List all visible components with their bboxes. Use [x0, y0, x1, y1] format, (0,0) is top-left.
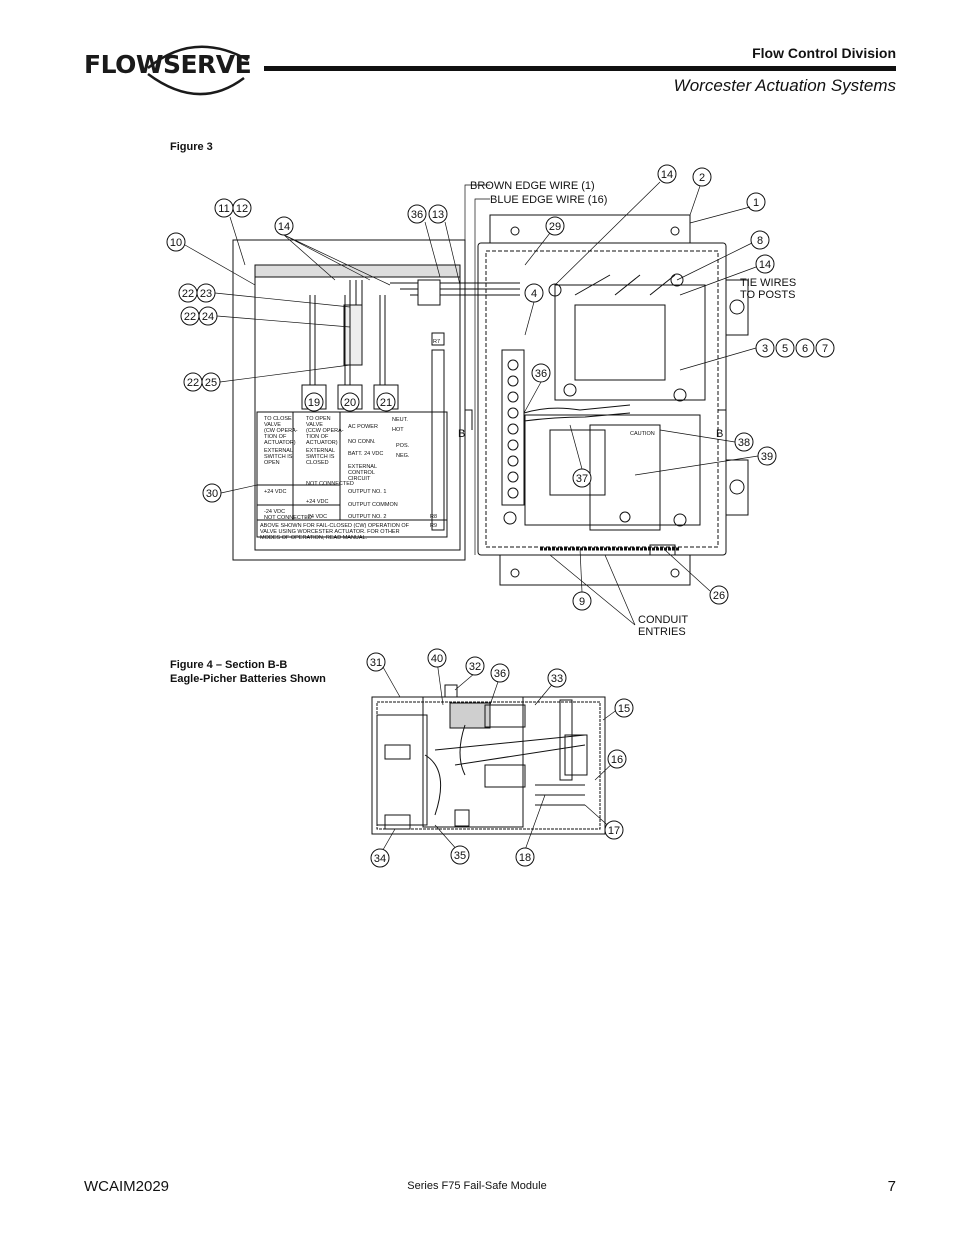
svg-text:AC POWER: AC POWER	[348, 424, 378, 430]
callout-39	[758, 447, 776, 465]
page-number: 7	[887, 1178, 896, 1195]
callout-9	[573, 592, 591, 610]
callout-14a	[275, 217, 293, 235]
svg-text:ABOVE SHOWN FOR FAIL-CLOSED (C: ABOVE SHOWN FOR FAIL-CLOSED (CW) OPERATION OF	[260, 523, 410, 529]
svg-text:12: 12	[235, 203, 249, 215]
svg-text:38: 38	[737, 437, 751, 449]
svg-text:CIRCUIT: CIRCUIT	[348, 476, 371, 482]
callout-20	[341, 393, 359, 411]
callout-7	[816, 339, 834, 357]
division-title: Flow Control Division	[752, 45, 896, 61]
svg-text:5: 5	[781, 343, 789, 355]
figure3-callouts	[167, 165, 834, 610]
callout-21	[377, 393, 395, 411]
callout-10	[167, 233, 185, 251]
svg-text:22: 22	[183, 311, 197, 323]
callout-33	[548, 669, 566, 687]
callout-19	[305, 393, 323, 411]
callout-6	[796, 339, 814, 357]
callout-2	[693, 168, 711, 186]
svg-text:NOT CONNECTED: NOT CONNECTED	[264, 515, 312, 521]
svg-text:34: 34	[373, 853, 387, 865]
svg-text:OUTPUT NO. 1: OUTPUT NO. 1	[348, 489, 387, 495]
svg-text:+24 VDC: +24 VDC	[264, 489, 287, 495]
logo-swoosh-icon	[144, 38, 254, 98]
figure4-caption-line2: Eagle-Picher Batteries Shown	[170, 673, 326, 685]
section-b-right: B	[716, 428, 724, 440]
conduit-label-1: CONDUIT	[638, 614, 689, 626]
svg-text:36: 36	[493, 668, 507, 680]
series-name: Series F75 Fail-Safe Module	[407, 1180, 547, 1192]
svg-text:37: 37	[575, 473, 589, 485]
svg-text:25: 25	[204, 377, 218, 389]
callout-24	[199, 307, 217, 325]
svg-text:20: 20	[343, 397, 357, 409]
callout-22a	[179, 284, 197, 302]
callout-15	[615, 699, 633, 717]
brown-edge-wire-label: BROWN EDGE WIRE (1)	[470, 180, 595, 192]
figure3-wiring-diagram	[160, 155, 860, 645]
flowserve-logo	[84, 50, 251, 79]
svg-text:EXTERNAL: EXTERNAL	[264, 448, 294, 454]
svg-text:HOT: HOT	[392, 427, 404, 433]
svg-text:OUTPUT COMMON: OUTPUT COMMON	[348, 502, 398, 508]
conduit-label-2: ENTRIES	[638, 626, 686, 638]
svg-text:22: 22	[186, 377, 200, 389]
svg-text:17: 17	[607, 825, 621, 837]
svg-text:-24 VDC: -24 VDC	[264, 509, 286, 515]
svg-text:14: 14	[758, 259, 772, 271]
svg-text:POS.: POS.	[396, 443, 410, 449]
callout-22c	[184, 373, 202, 391]
svg-text:39: 39	[760, 451, 774, 463]
figure3-caption: Figure 3	[170, 141, 213, 153]
svg-text:8: 8	[756, 235, 764, 247]
svg-text:BATT. 24 VDC: BATT. 24 VDC	[348, 451, 384, 457]
brand-wordmark: FLOWSERVE	[84, 50, 252, 79]
svg-text:CONTROL: CONTROL	[348, 470, 375, 476]
svg-text:32: 32	[468, 661, 482, 673]
svg-text:31: 31	[369, 657, 383, 669]
svg-text:ACTUATOR): ACTUATOR)	[264, 440, 296, 446]
svg-text:40: 40	[430, 653, 444, 665]
svg-text:36: 36	[410, 209, 424, 221]
svg-text:CLOSED: CLOSED	[306, 460, 329, 466]
figure4-caption	[170, 658, 326, 686]
svg-text:R8: R8	[430, 514, 438, 520]
svg-text:35: 35	[453, 850, 467, 862]
svg-text:CAUTION: CAUTION	[630, 431, 655, 437]
callout-8	[751, 231, 769, 249]
callout-14c	[756, 255, 774, 273]
svg-text:11: 11	[218, 203, 230, 215]
svg-text:36: 36	[534, 368, 548, 380]
svg-text:33: 33	[550, 673, 564, 685]
svg-text:+24 VDC: +24 VDC	[306, 499, 329, 505]
svg-text:NEG.: NEG.	[396, 453, 410, 459]
callout-26	[710, 586, 728, 604]
blue-edge-wire-label: BLUE EDGE WIRE (16)	[490, 194, 608, 206]
svg-text:NEUT.: NEUT.	[392, 417, 408, 423]
svg-text:24: 24	[201, 311, 215, 323]
callout-36	[491, 664, 509, 682]
svg-text:9: 9	[578, 596, 586, 608]
callout-31	[367, 653, 385, 671]
svg-text:14: 14	[277, 221, 291, 233]
section-b-left: B	[458, 428, 466, 440]
callout-13	[429, 205, 447, 223]
svg-text:NOT CONNECTED: NOT CONNECTED	[306, 481, 354, 487]
callout-34	[371, 849, 389, 867]
svg-text:TION OF: TION OF	[264, 434, 287, 440]
callout-35	[451, 846, 469, 864]
callout-40	[428, 649, 446, 667]
svg-text:7: 7	[821, 343, 829, 355]
svg-text:15: 15	[617, 703, 631, 715]
callout-5	[776, 339, 794, 357]
callout-18	[516, 848, 534, 866]
callout-27	[408, 205, 426, 223]
division-subtitle: Worcester Actuation Systems	[673, 76, 896, 95]
svg-text:16: 16	[610, 754, 624, 766]
callout-38	[735, 433, 753, 451]
callout-4	[525, 284, 543, 302]
header-rule	[264, 66, 896, 71]
svg-text:22: 22	[181, 288, 195, 300]
svg-text:SWITCH IS: SWITCH IS	[306, 454, 335, 460]
svg-text:VALVE: VALVE	[264, 422, 281, 428]
svg-text:21: 21	[379, 397, 393, 409]
svg-text:EXTERNAL: EXTERNAL	[306, 448, 336, 454]
svg-text:TION OF: TION OF	[306, 434, 329, 440]
svg-text:R9: R9	[430, 523, 438, 529]
svg-text:18: 18	[518, 852, 532, 864]
svg-text:EXTERNAL: EXTERNAL	[348, 464, 378, 470]
svg-text:3: 3	[761, 343, 769, 355]
svg-text:26: 26	[712, 590, 726, 602]
svg-text:29: 29	[548, 221, 562, 233]
svg-text:R7: R7	[433, 339, 441, 345]
svg-text:(CW OPERA-: (CW OPERA-	[264, 428, 298, 434]
svg-text:VALVE: VALVE	[306, 422, 323, 428]
svg-text:13: 13	[431, 209, 445, 221]
svg-text:ACTUATOR): ACTUATOR)	[306, 440, 338, 446]
callout-17	[605, 821, 623, 839]
svg-text:SWITCH IS: SWITCH IS	[264, 454, 293, 460]
callout-37	[573, 469, 591, 487]
svg-text:4: 4	[530, 288, 538, 300]
svg-text:MODES OF OPERATION, READ MANUA: MODES OF OPERATION, READ MANUAL.	[260, 535, 368, 541]
callout-11	[215, 199, 233, 217]
callout-29	[546, 217, 564, 235]
svg-text:19: 19	[307, 397, 321, 409]
tie-wires-label-1: TIE WIRES	[740, 277, 797, 289]
tie-wires-label-2: TO POSTS	[740, 289, 796, 301]
svg-text:TO CLOSE: TO CLOSE	[264, 416, 292, 422]
svg-text:(CCW OPERA-: (CCW OPERA-	[306, 428, 344, 434]
callout-3	[756, 339, 774, 357]
svg-text:OUTPUT NO. 2: OUTPUT NO. 2	[348, 514, 387, 520]
callout-32	[466, 657, 484, 675]
figure4-section-diagram	[355, 645, 645, 875]
svg-text:2: 2	[698, 172, 706, 184]
callout-36	[532, 364, 550, 382]
callout-30	[203, 484, 221, 502]
svg-text:OPEN: OPEN	[264, 460, 280, 466]
callout-25	[202, 373, 220, 391]
svg-text:TO OPEN: TO OPEN	[306, 416, 331, 422]
svg-text:-24 VDC: -24 VDC	[306, 514, 328, 520]
svg-text:1: 1	[752, 197, 760, 209]
figure4-caption-line1: Figure 4 – Section B-B	[170, 659, 288, 671]
svg-text:VALVE USING WORCESTER ACTUATOR: VALVE USING WORCESTER ACTUATOR. FOR OTHER	[260, 529, 400, 535]
callout-1	[747, 193, 765, 211]
svg-text:6: 6	[801, 343, 809, 355]
svg-text:14: 14	[660, 169, 674, 181]
doc-id: WCAIM2029	[84, 1178, 170, 1195]
callout-16	[608, 750, 626, 768]
svg-text:23: 23	[199, 288, 213, 300]
svg-text:NO CONN.: NO CONN.	[348, 439, 376, 445]
callout-12	[233, 199, 251, 217]
callout-23	[197, 284, 215, 302]
callout-14b	[658, 165, 676, 183]
callout-22b	[181, 307, 199, 325]
svg-text:10: 10	[169, 237, 183, 249]
svg-text:30: 30	[205, 488, 219, 500]
